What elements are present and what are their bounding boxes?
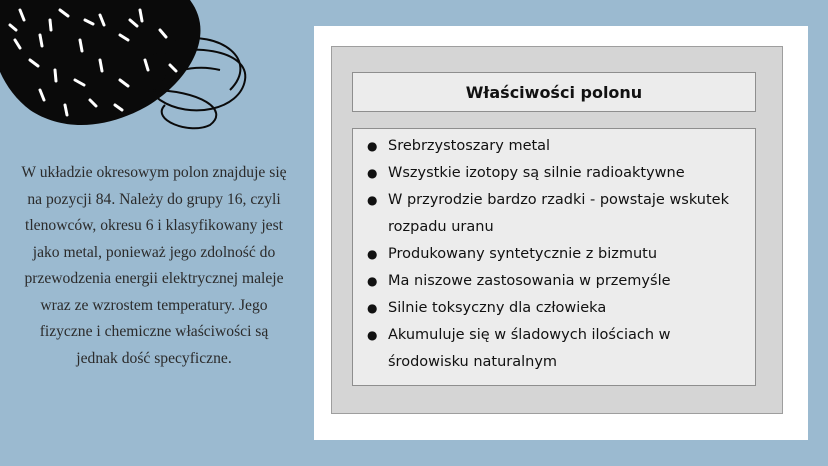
list-item: [367, 268, 745, 295]
properties-list-box: [352, 128, 756, 386]
bullet-icon: ●: [367, 247, 378, 261]
list-item: [367, 160, 745, 187]
list-item: [367, 187, 745, 241]
list-item-text: Silnie toksyczny dla człowieka: [388, 300, 607, 316]
properties-title: Właściwości polonu: [465, 82, 643, 102]
bullet-icon: ●: [367, 328, 378, 342]
properties-panel: [331, 46, 783, 414]
bullet-icon: ●: [367, 193, 378, 207]
list-item-text: Produkowany syntetycznie z bizmutu: [388, 246, 658, 262]
intro-paragraph: W układzie okresowym polon znajduje się na pozycji 84. Należy do grupy 16, czyli tlenowców, okresu 6 i klasyfikowany jest jako metal, ponieważ jego zdolność do przewodzenia energii elektrycznej maleje wraz ze wzrostem temperatury. Jego fizyczne i chemiczne właściwości są jednak dość specyficzne.: [21, 164, 287, 367]
bullet-icon: ●: [367, 166, 378, 180]
list-item: [367, 241, 745, 268]
list-item-text: Srebrzystoszary metal: [388, 138, 551, 154]
list-item: [367, 133, 745, 160]
list-item: [367, 322, 745, 376]
list-item-text: Akumuluje się w śladowych ilościach w środowisku naturalnym: [388, 327, 671, 370]
list-item: [367, 295, 745, 322]
list-item-text: Wszystkie izotopy są silnie radioaktywne: [388, 165, 685, 181]
properties-list: [353, 129, 755, 376]
decorative-blob-illustration: [0, 0, 270, 140]
bullet-icon: ●: [367, 274, 378, 288]
list-item-text: Ma niszowe zastosowania w przemyśle: [388, 273, 671, 289]
bullet-icon: ●: [367, 139, 378, 153]
bullet-icon: ●: [367, 301, 378, 315]
properties-title-box: [352, 72, 756, 112]
properties-card: [314, 26, 808, 440]
list-item-text: W przyrodzie bardzo rzadki - powstaje wskutek rozpadu uranu: [388, 192, 729, 235]
